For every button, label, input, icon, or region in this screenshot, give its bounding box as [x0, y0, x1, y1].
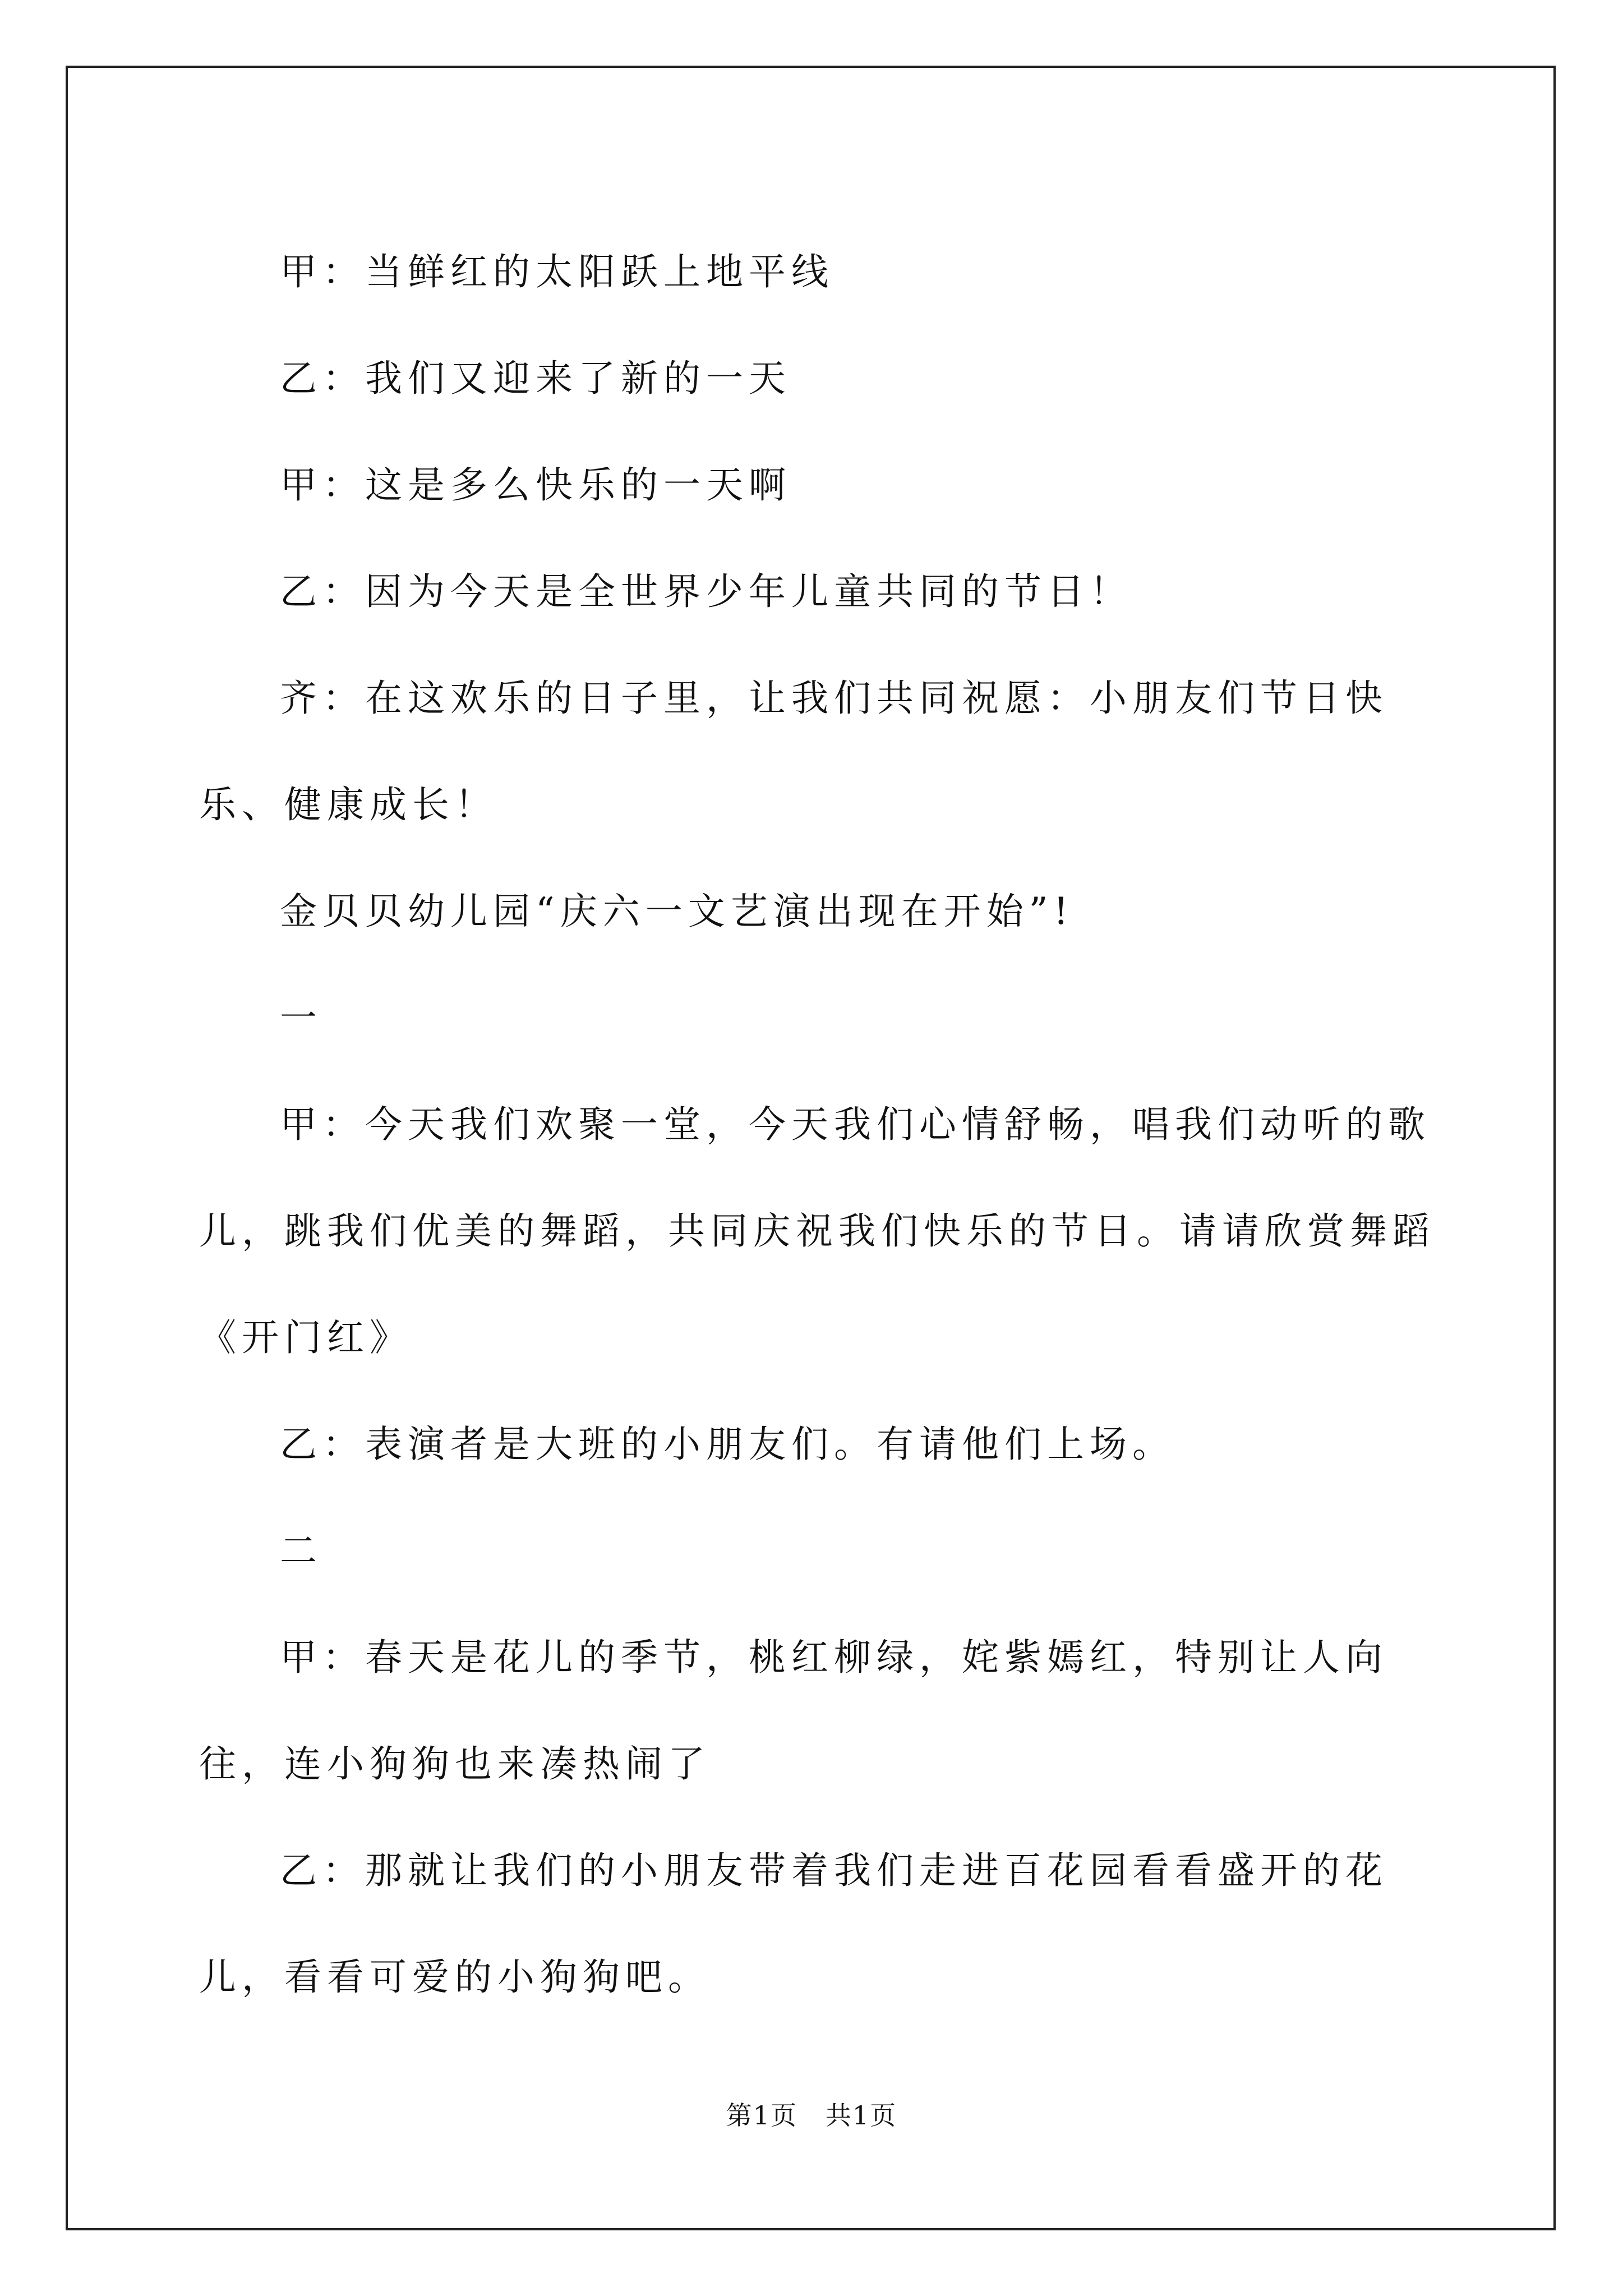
paragraph-5: 齐：在这欢乐的日子里，让我们共同祝愿：小朋友们节日快乐、健康成长！	[199, 677, 1388, 826]
paragraph-6: 金贝贝幼儿园“庆六一文艺演出现在开始”!	[280, 890, 1075, 933]
section-heading-2: 二	[280, 1529, 322, 1572]
paragraph-7: 甲：今天我们欢聚一堂，今天我们心情舒畅，唱我们动听的歌儿，跳我们优美的舞蹈，共同庆祝我们快乐的节日。请请欣赏舞蹈《开门红》	[199, 1103, 1435, 1359]
paragraph-10: 乙：那就让我们的小朋友带着我们走进百花园看看盛开的花儿，看看可爱的小狗狗吧。	[199, 1849, 1388, 1999]
paragraph-1: 甲：当鲜红的太阳跃上地平线	[280, 250, 834, 293]
paragraph-9: 甲：春天是花儿的季节，桃红柳绿，姹紫嫣红，特别让人向往，连小狗狗也来凑热闹了	[199, 1636, 1388, 1786]
document-body	[199, 219, 1461, 2031]
page-footer: 第1页 共1页	[726, 2100, 897, 2131]
section-heading-1: 一	[280, 996, 322, 1039]
paragraph-2: 乙：我们又迎来了新的一天	[280, 357, 791, 400]
paragraph-8: 乙：表演者是大班的小朋友们。有请他们上场。	[280, 1423, 1175, 1466]
paragraph-3: 甲：这是多么快乐的一天啊	[280, 463, 791, 507]
paragraph-4: 乙：因为今天是全世界少年儿童共同的节日！	[280, 570, 1132, 613]
